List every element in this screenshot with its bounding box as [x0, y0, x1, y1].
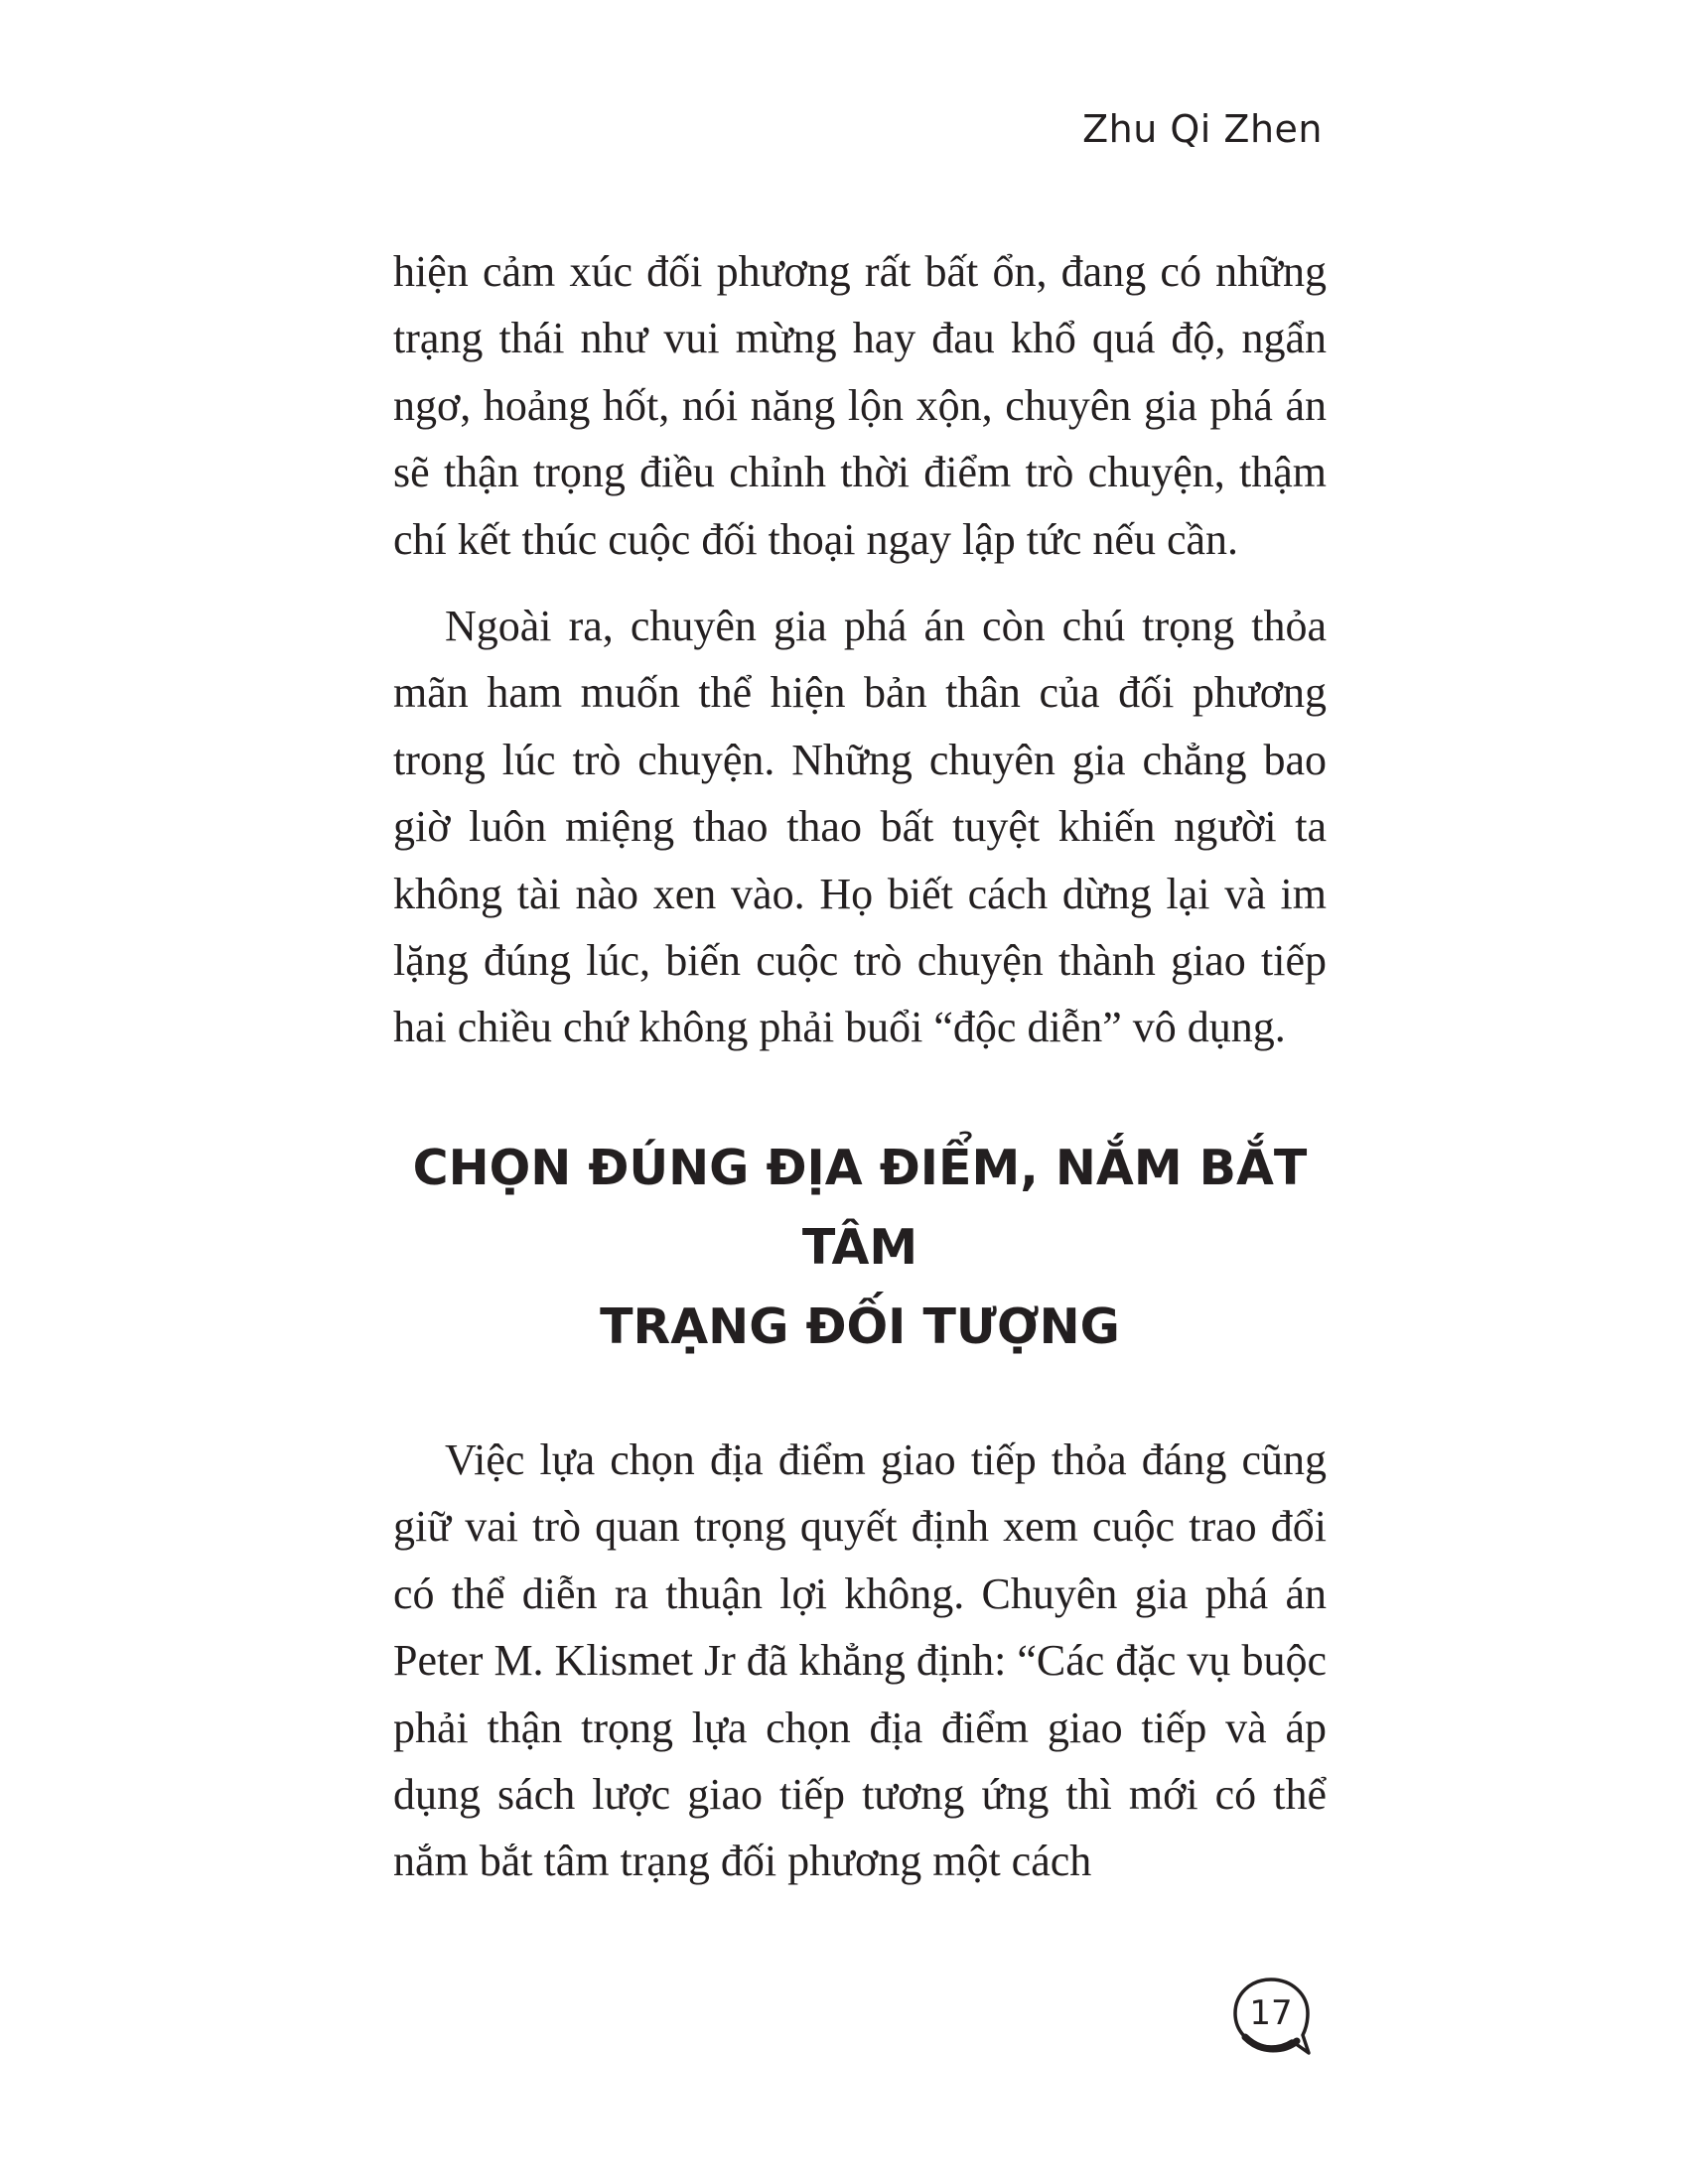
section-heading-line-2: TRẠNG ĐỐI TƯỢNG	[600, 1297, 1120, 1355]
running-head-author: Zhu Qi Zhen	[1082, 107, 1323, 151]
section-heading	[393, 1129, 1327, 1367]
page-number-badge	[1231, 1976, 1317, 2061]
page-number: 17	[1249, 1993, 1293, 2033]
body-paragraph-3: Việc lựa chọn địa điểm giao tiếp thỏa đáng cũng giữ vai trò quan trọng quyết định xem cuộc trao đổi có thể diễn ra thuận lợi không. Chuyên gia phá án Peter M. Klismet Jr đã khẳng định: “Các đặc vụ buộc phải thận trọng lựa chọn địa điểm giao tiếp và áp dụng sách lược giao tiếp tương ứng thì mới có thể nắm bắt tâm trạng đối phương một cách	[393, 1434, 1327, 1886]
body-paragraph-2: Ngoài ra, chuyên gia phá án còn chú trọng thỏa mãn ham muốn thể hiện bản thân của đối phương trong lúc trò chuyện. Những chuyên gia chẳng bao giờ luôn miệng thao thao bất tuyệt khiến người ta không tài nào xen vào. Họ biết cách dừng lại và im lặng đúng lúc, biến cuộc trò chuyện thành giao tiếp hai chiều chứ không phải buổi “độc diễn” vô dụng.	[393, 602, 1327, 1052]
body-paragraph-1: hiện cảm xúc đối phương rất bất ổn, đang có những trạng thái như vui mừng hay đau khổ quá độ, ngẩn ngơ, hoảng hốt, nói năng lộn xộn, chuyên gia phá án sẽ thận trọng điều chỉnh thời điểm trò chuyện, thậm chí kết thúc cuộc đối thoại ngay lập tức nếu cần.	[393, 247, 1327, 564]
page-body	[393, 238, 1327, 1895]
section-heading-line-1: CHỌN ĐÚNG ĐỊA ĐIỂM, NẮM BẮT TÂM	[412, 1139, 1308, 1276]
